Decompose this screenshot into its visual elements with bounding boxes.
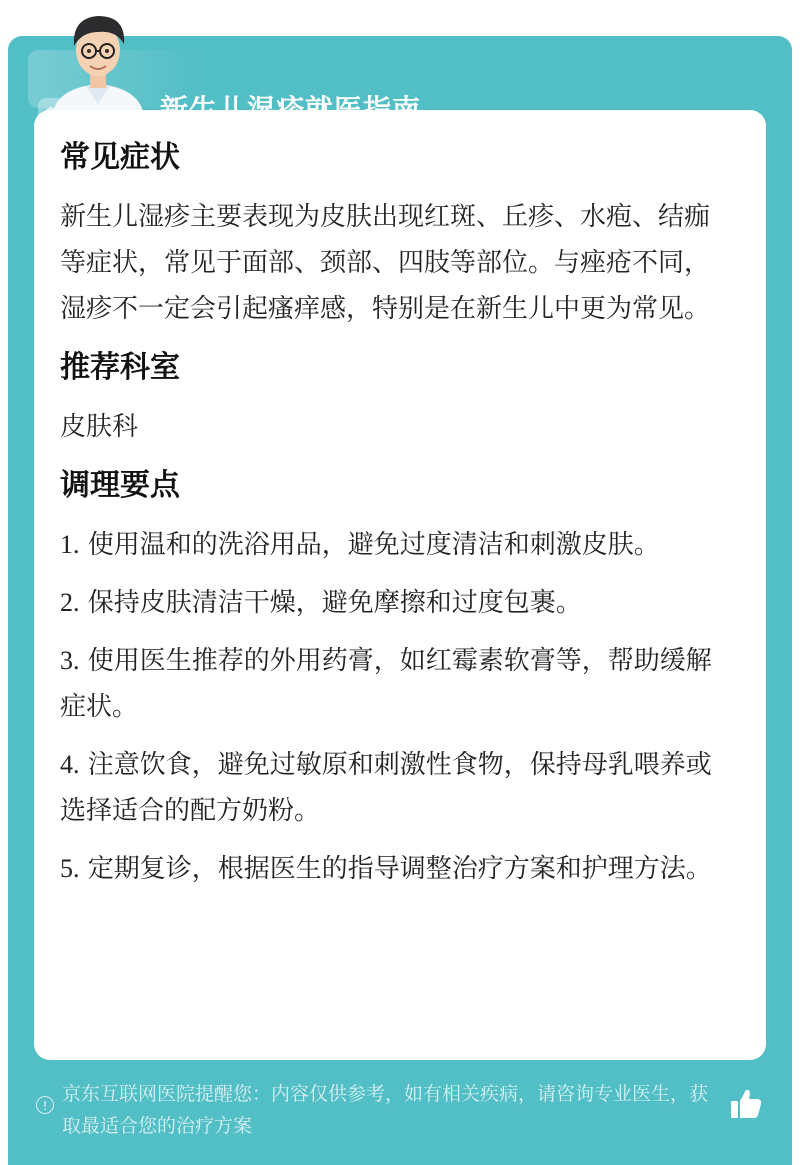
list-item-number: 2. bbox=[60, 588, 80, 617]
care-list bbox=[60, 522, 732, 892]
section-title-symptoms: 常见症状 bbox=[60, 140, 180, 175]
section-title-department: 推荐科室 bbox=[60, 350, 180, 385]
list-item-number: 5. bbox=[60, 854, 80, 883]
doctor-avatar-icon bbox=[46, 4, 150, 116]
list-item-number: 3. bbox=[60, 646, 80, 675]
list-item-text: 注意饮食，避免过敏原和刺激性食物，保持母乳喂养或选择适合的配方奶粉。 bbox=[60, 750, 712, 826]
department-text: 皮肤科 bbox=[60, 412, 139, 442]
content-card bbox=[34, 110, 766, 1060]
info-icon: ! bbox=[36, 1096, 54, 1114]
list-item-number: 4. bbox=[60, 750, 80, 779]
disclaimer-text: 京东互联网医院提醒您：内容仅供参考，如有相关疾病，请咨询专业医生，获取最适合您的治疗方案 bbox=[62, 1083, 709, 1137]
symptoms-text: 新生儿湿疹主要表现为皮肤出现红斑、丘疹、水疱、结痂等症状，常见于面部、颈部、四肢等部位。与痤疮不同，湿疹不一定会引起瘙痒感，特别是在新生儿中更为常见。 bbox=[60, 202, 711, 324]
list-item bbox=[60, 580, 732, 626]
list-item-number: 1. bbox=[60, 530, 80, 559]
list-item bbox=[60, 638, 732, 730]
section-title-care: 调理要点 bbox=[60, 468, 180, 503]
list-item-text: 定期复诊，根据医生的指导调整治疗方案和护理方法。 bbox=[87, 854, 712, 884]
list-item bbox=[60, 846, 732, 892]
list-item-text: 使用温和的洗浴用品，避免过度清洁和刺激皮肤。 bbox=[87, 530, 660, 560]
thumbs-up-icon[interactable] bbox=[728, 1086, 764, 1122]
list-item-text: 使用医生推荐的外用药膏，如红霉素软膏等，帮助缓解症状。 bbox=[60, 646, 712, 722]
content-body bbox=[60, 136, 732, 904]
list-item bbox=[60, 522, 732, 568]
list-item-text: 保持皮肤清洁干燥，避免摩擦和过度包裹。 bbox=[87, 588, 582, 618]
list-item bbox=[60, 742, 732, 834]
